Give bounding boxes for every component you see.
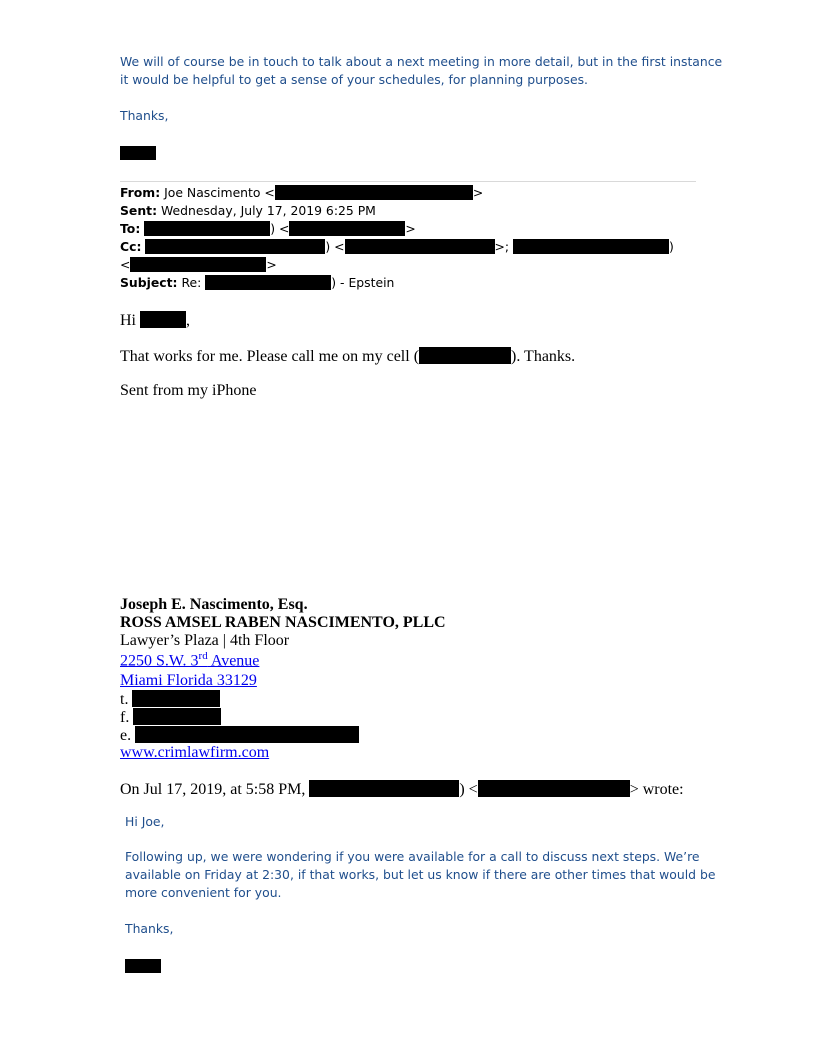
signature-name: Joseph E. Nascimento, Esq. [120,596,308,613]
reply-body-text: ). Thanks. [511,348,576,365]
quoted-line: available on Friday at 2:30, if that works, but let us know if there are other times that would be [125,867,716,882]
quoted-intro [120,780,684,799]
to-label: To: [120,221,141,236]
redacted-phone [419,347,511,364]
redacted-phone [132,690,220,707]
cc-close: > [266,257,277,272]
to-line [120,220,416,238]
cc-open: < [120,257,131,272]
t-label: t. [120,691,129,708]
cc-close: ) [669,239,674,254]
subject-label: Subject: [120,275,178,290]
address-link[interactable] [120,650,259,670]
redacted-email [135,726,359,743]
telephone-line [120,690,220,709]
redacted-email [478,780,630,797]
redacted-name [144,221,270,236]
city-link[interactable]: Miami Florida 33129 [120,672,257,689]
sent-label: Sent: [120,203,158,218]
website-link[interactable]: www.crimlawfirm.com [120,744,270,761]
redacted-signature-block [120,146,156,160]
e-label: e. [120,727,132,744]
email-line [120,726,359,745]
fax-line [120,708,221,727]
to-close: > [405,221,416,236]
subject-prefix: Re: [181,275,202,290]
cc-line [120,238,674,256]
f-label: f. [120,709,130,726]
cc-mid: ) < [325,239,345,254]
sent-from-text: Sent from my iPhone [120,382,257,399]
redacted-subject [205,275,331,290]
redacted-email [289,221,405,236]
from-label: From: [120,185,161,200]
quoted-intro-text: On Jul 17, 2019, at 5:58 PM, [120,781,306,798]
address-sup: rd [198,650,208,662]
message-line: We will of course be in touch to talk about a next meeting in more detail, but in the first instance [120,54,723,69]
cc-label: Cc: [120,239,142,254]
header-divider [120,181,696,182]
from-line [120,184,483,202]
redacted-signature-block [125,959,161,973]
greeting-comma: , [186,312,190,329]
message-paragraph [120,53,722,89]
message-line: it would be helpful to get a sense of your schedules, for planning purposes. [120,72,588,87]
thanks-text: Thanks, [120,108,169,123]
quoted-paragraph [125,848,715,902]
redacted-name [309,780,459,797]
redacted-email [275,185,473,200]
reply-body [120,347,575,366]
subject-suffix: ) - Epstein [331,275,395,290]
redacted-fax [133,708,221,725]
to-mid: ) < [270,221,290,236]
quoted-intro-mid: ) < [459,781,478,798]
cc-sep: >; [494,239,510,254]
redacted-email [345,239,495,254]
subject-line [120,274,394,292]
greeting-text: Hi [120,312,136,329]
quoted-line: Following up, we were wondering if you were available for a call to discuss next steps. We’re [125,849,700,864]
signature-firm: ROSS AMSEL RABEN NASCIMENTO, PLLC [120,614,446,631]
redacted-name [145,239,325,254]
cc-line-2 [120,256,277,274]
sent-line [120,202,376,220]
address-avenue: Avenue [207,652,260,670]
signature-location: Lawyer’s Plaza | 4th Floor [120,632,290,649]
quoted-intro-text: > wrote: [629,781,684,798]
from-name: Joe Nascimento < [164,185,275,200]
quoted-thanks: Thanks, [125,921,174,936]
reply-greeting [120,311,190,330]
quoted-line: more convenient for you. [125,885,282,900]
redacted-name [513,239,669,254]
quoted-greeting: Hi Joe, [125,814,165,829]
from-close: > [472,185,484,200]
redacted-name [140,311,186,328]
redacted-email [130,257,266,272]
address-street: 2250 S.W. 3 [120,652,199,670]
sent-value: Wednesday, July 17, 2019 6:25 PM [160,203,376,218]
reply-body-text: That works for me. Please call me on my cell ( [120,348,420,365]
